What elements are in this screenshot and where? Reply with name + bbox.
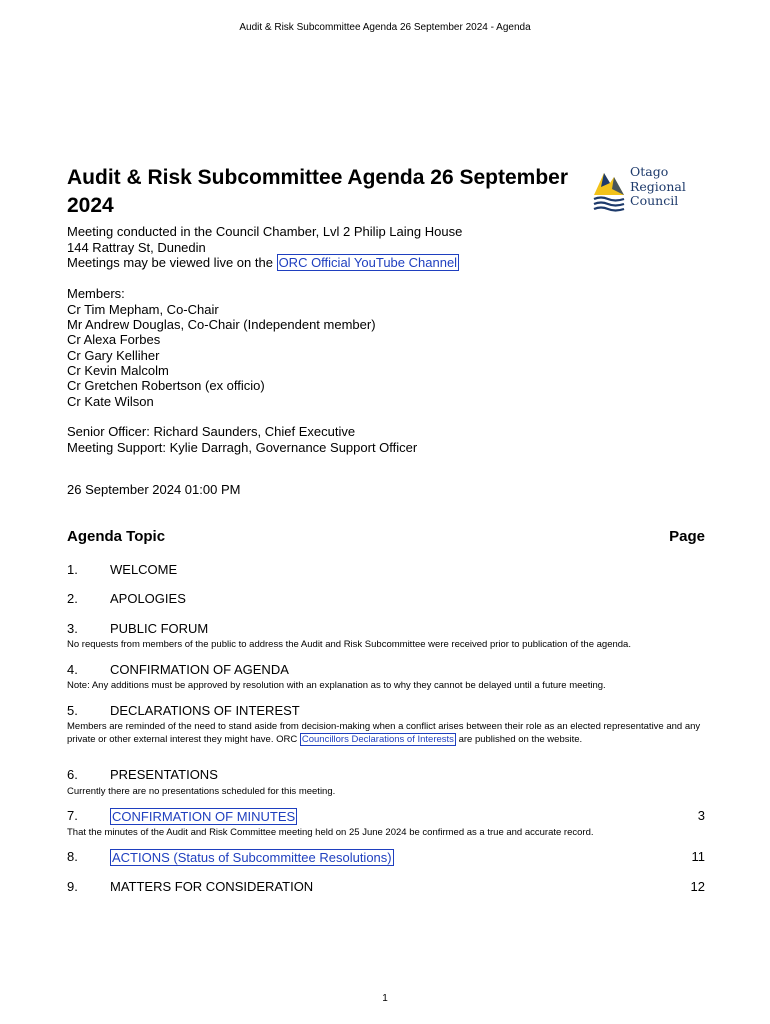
youtube-channel-link[interactable]: ORC Official YouTube Channel [278, 255, 458, 270]
agenda-item-note: Currently there are no presentations scheduled for this meeting. [67, 786, 336, 797]
page-title: Audit & Risk Subcommittee Agenda 26 September 2024 [67, 166, 568, 217]
agenda-item-note: No requests from members of the public to address the Audit and Risk Subcommittee were received prior to publication of the agenda. [67, 639, 631, 650]
agenda-item-number: 6. [67, 767, 78, 782]
meeting-location: Meeting conducted in the Council Chamber, Lvl 2 Philip Laing House [67, 224, 463, 239]
agenda-item-page: 12 [690, 879, 705, 894]
agenda-item-number: 9. [67, 879, 78, 894]
declarations-of-interests-link[interactable]: Councillors Declarations of Interests [301, 734, 454, 745]
running-header: Audit & Risk Subcommittee Agenda 26 September 2024 - Agenda [239, 22, 531, 33]
agenda-topic-heading: Agenda Topic [67, 528, 166, 545]
member-item: Cr Tim Mepham, Co-Chair [67, 302, 219, 317]
member-item: Cr Gretchen Robertson (ex officio) [67, 378, 265, 393]
agenda-item-number: 5. [67, 703, 78, 718]
agenda-item-page: 3 [697, 808, 705, 823]
agenda-item-page: 11 [691, 849, 705, 864]
member-item: Cr Gary Kelliher [67, 348, 160, 363]
member-item: Cr Kevin Malcolm [67, 363, 169, 378]
agenda-item-title: MATTERS FOR CONSIDERATION [110, 879, 314, 894]
member-item: Cr Kate Wilson [67, 394, 154, 409]
agenda-item-note: Note: Any additions must be approved by resolution with an explanation as to why they cannot be delayed until a future meeting. [67, 680, 606, 691]
agenda-item-title: PRESENTATIONS [110, 767, 218, 782]
agenda-item-note: That the minutes of the Audit and Risk Committee meeting held on 25 June 2024 be confirmed as a true and accurate record. [67, 827, 594, 838]
orc-logo [592, 165, 702, 215]
logo-wordmark [630, 165, 686, 209]
page-number: 1 [382, 993, 388, 1004]
agenda-item-title: DECLARATIONS OF INTEREST [110, 703, 300, 718]
agenda-item-title: WELCOME [110, 562, 178, 577]
senior-officer: Senior Officer: Richard Saunders, Chief Executive [67, 424, 356, 439]
agenda-item-title: APOLOGIES [110, 591, 186, 606]
agenda-item-title: PUBLIC FORUM [110, 621, 209, 636]
logo-line: Otago [630, 164, 669, 179]
orc-logo-icon [592, 165, 626, 213]
meeting-support: Meeting Support: Kylie Darragh, Governance Support Officer [67, 440, 418, 455]
agenda-item-title: CONFIRMATION OF AGENDA [110, 662, 289, 677]
note-text: Members are reminded of the need to stand aside from decision-making when a conflict arises between their role as an elected representative and any private or other external interest they might have. ORC [67, 721, 701, 745]
actions-link[interactable]: ACTIONS (Status of Subcommittee Resolutions) [112, 850, 392, 865]
meeting-address: 144 Rattray St, Dunedin [67, 240, 206, 255]
agenda-item-number: 4. [67, 662, 78, 677]
meeting-stream-line [67, 255, 459, 271]
logo-line: Regional [630, 178, 686, 194]
agenda-item-number: 3. [67, 621, 78, 636]
confirmation-of-minutes-link[interactable]: CONFIRMATION OF MINUTES [112, 809, 296, 824]
agenda-item-number: 2. [67, 591, 78, 606]
agenda-item-number: 8. [67, 849, 78, 864]
note-text: are published on the website. [455, 734, 583, 745]
agenda-item-number: 1. [67, 562, 78, 577]
agenda-item-number: 7. [67, 808, 78, 823]
page-column-heading: Page [669, 528, 705, 545]
member-item: Mr Andrew Douglas, Co-Chair (Independent member) [67, 317, 376, 332]
member-item: Cr Alexa Forbes [67, 332, 161, 347]
agenda-item-note [67, 720, 707, 746]
meeting-datetime: 26 September 2024 01:00 PM [67, 482, 241, 497]
members-heading: Members: [67, 286, 125, 301]
logo-line: Council [630, 193, 679, 208]
stream-text: Meetings may be viewed live on the [67, 255, 277, 270]
